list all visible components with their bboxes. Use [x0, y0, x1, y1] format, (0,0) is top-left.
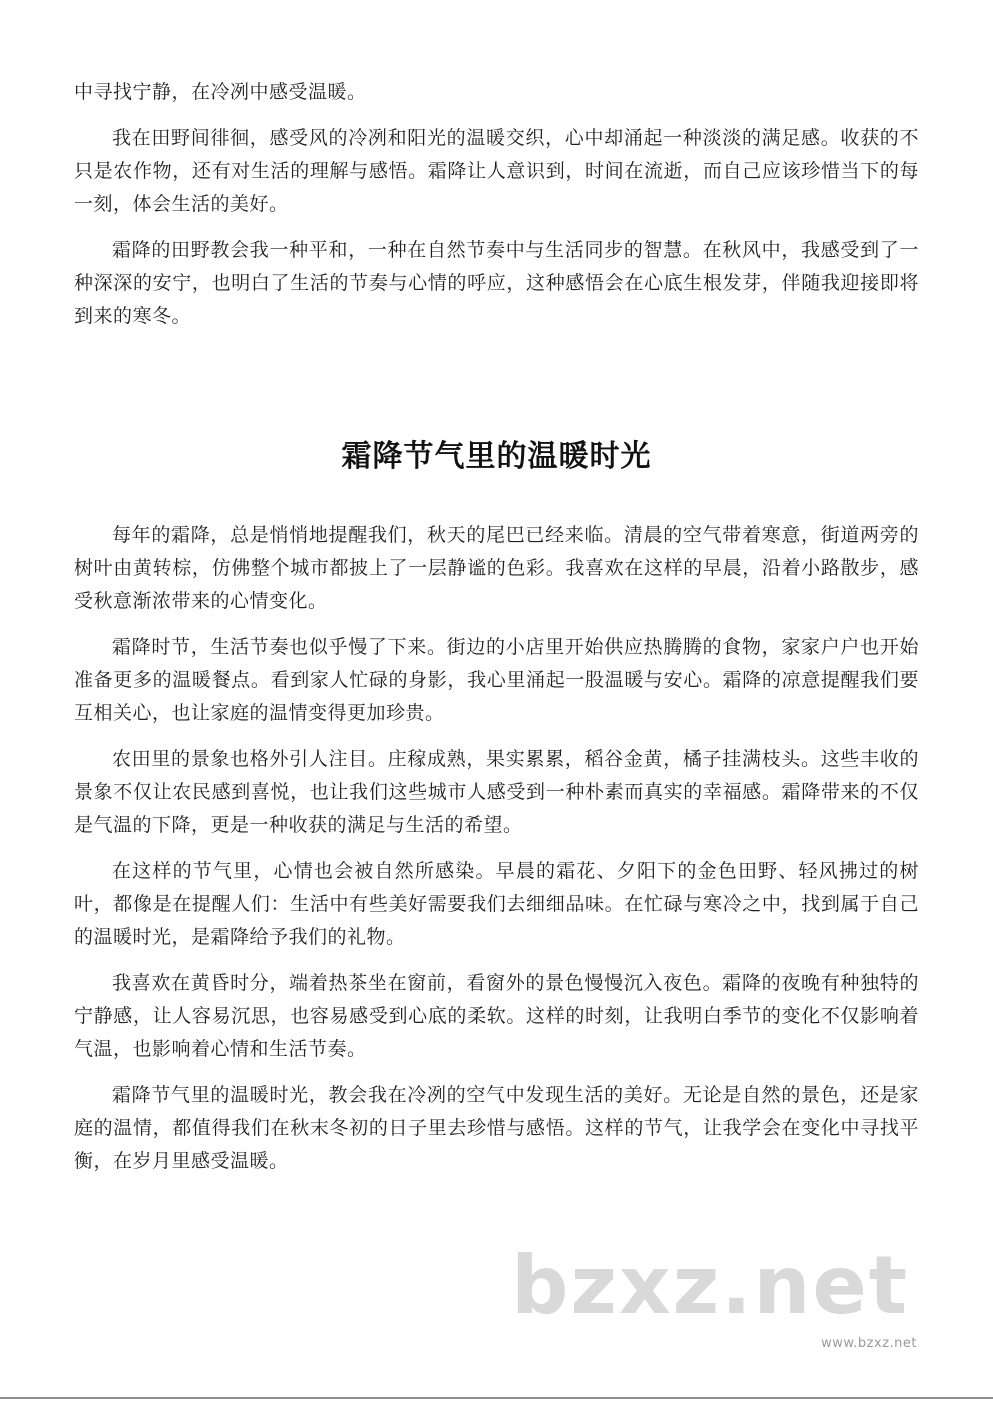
paragraph: 每年的霜降，总是悄悄地提醒我们，秋天的尾巴已经来临。清晨的空气带着寒意，街道两旁的树叶由黄转棕，仿佛整个城市都披上了一层静谧的色彩。我喜欢在这样的早晨，沿着小路散步，感受秋意渐浓带来的心情变化。 [74, 525, 919, 612]
essay-title: 霜降节气里的温暖时光 [341, 440, 652, 473]
watermark: bzxz.net [511, 1239, 909, 1332]
paragraph: 霜降时节，生活节奏也似乎慢了下来。街边的小店里开始供应热腾腾的食物，家家户户也开始准备更多的温暖餐点。看到家人忙碌的身影，我心里涌起一股温暖与安心。霜降的凉意提醒我们要互相关心，也让家庭的温情变得更加珍贵。 [74, 637, 919, 724]
paragraph: 我在田野间徘徊，感受风的冷冽和阳光的温暖交织，心中却涌起一种淡淡的满足感。收获的不只是农作物，还有对生活的理解与感悟。霜降让人意识到，时间在流逝，而自己应该珍惜当下的每一刻，体会生活的美好。 [74, 128, 919, 215]
paragraph: 在这样的节气里，心情也会被自然所感染。早晨的霜花、夕阳下的金色田野、轻风拂过的树叶，都像是在提醒人们：生活中有些美好需要我们去细细品味。在忙碌与寒冷之中，找到属于自己的温暖时光，是霜降给予我们的礼物。 [74, 861, 919, 948]
paragraph: 霜降节气里的温暖时光，教会我在冷冽的空气中发现生活的美好。无论是自然的景色，还是家庭的温情，都值得我们在秋末冬初的日子里去珍惜与感悟。这样的节气，让我学会在变化中寻找平衡，在岁月里感受温暖。 [74, 1085, 919, 1172]
continuation-paragraph: 中寻找宁静，在冷冽中感受温暖。 [74, 82, 367, 103]
footer-url: www.bzxz.net [821, 1336, 917, 1351]
page-bottom-border [0, 1397, 993, 1399]
paragraph: 霜降的田野教会我一种平和，一种在自然节奏中与生活同步的智慧。在秋风中，我感受到了一种深深的安宁，也明白了生活的节奏与心情的呼应，这种感悟会在心底生根发芽，伴随我迎接即将到来的寒冬。 [74, 240, 919, 327]
paragraph: 农田里的景象也格外引人注目。庄稼成熟，果实累累，稻谷金黄，橘子挂满枝头。这些丰收的景象不仅让农民感到喜悦，也让我们这些城市人感受到一种朴素而真实的幸福感。霜降带来的不仅是气温的下降，更是一种收获的满足与生活的希望。 [74, 749, 919, 836]
paragraph: 我喜欢在黄昏时分，端着热茶坐在窗前，看窗外的景色慢慢沉入夜色。霜降的夜晚有种独特的宁静感，让人容易沉思，也容易感受到心底的柔软。这样的时刻，让我明白季节的变化不仅影响着气温，也影响着心情和生活节奏。 [74, 973, 919, 1060]
